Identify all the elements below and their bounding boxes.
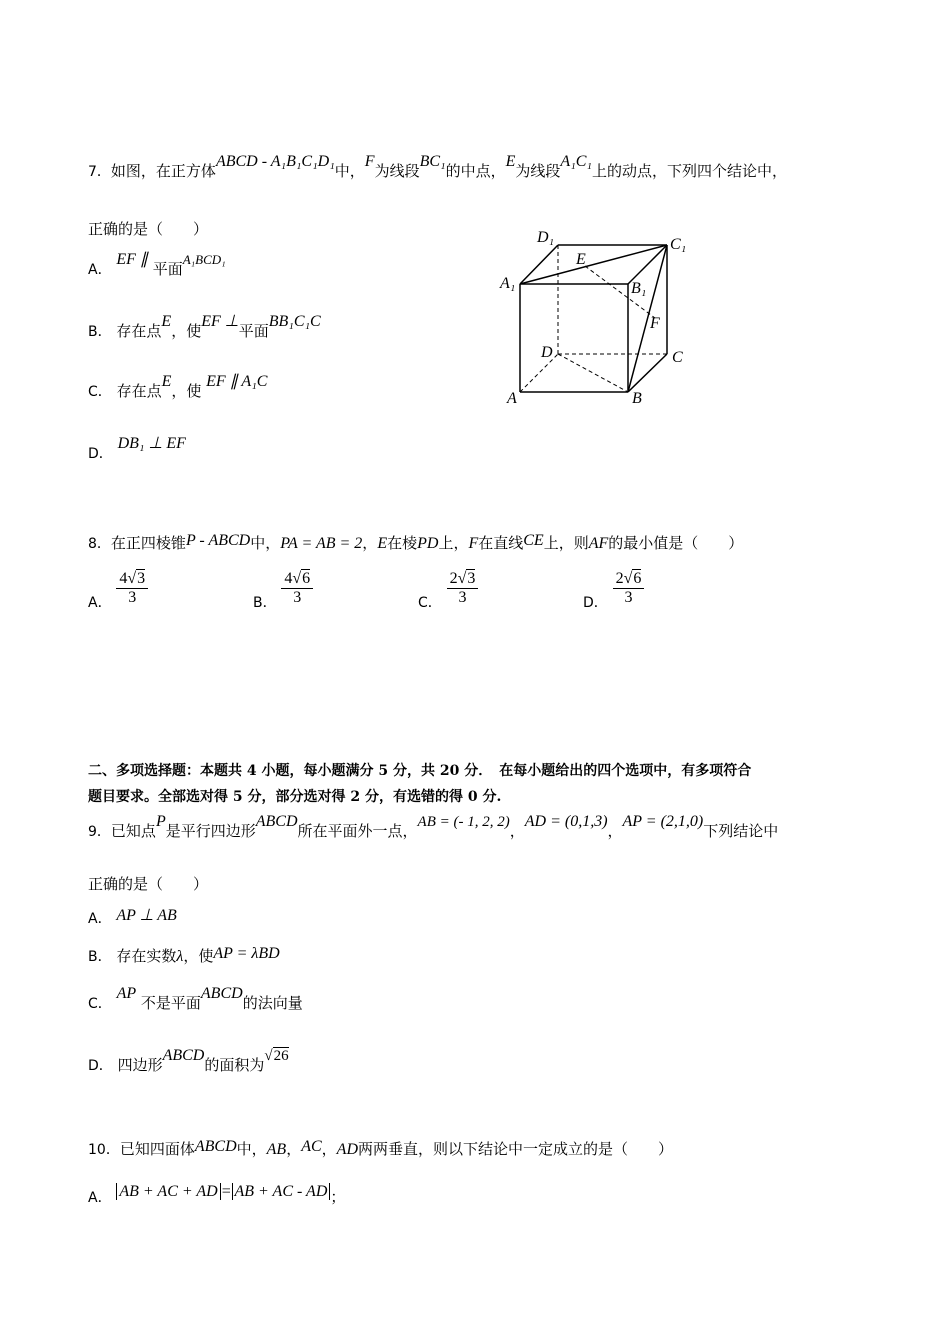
q7-cube-label: ABCD - A₁B₁C₁D₁ [215, 153, 335, 170]
q9-option-b[interactable]: B． 存在实数λ，使AP = λBD [88, 945, 280, 965]
q8-option-b[interactable]: B． $\frac{4√6}{3}$ [253, 570, 313, 607]
q7-number: 7． [88, 164, 111, 180]
q7-text: 如图，在正方体 [110, 162, 216, 180]
label-B: B [632, 390, 642, 407]
q8-option-d[interactable]: D． $\frac{2√6}{3}$ [583, 570, 644, 607]
label-D: D [541, 344, 553, 361]
q7-stem-line2: 正确的是（ ） [88, 220, 209, 238]
section2-heading-line2: 题目要求。全部选对得 5 分，部分选对得 2 分，有选错的得 0 分. [88, 789, 502, 805]
q7-option-b[interactable]: B． 存在点E，使EF ⊥平面BB₁C₁C [88, 313, 321, 340]
cube-figure [495, 222, 695, 408]
q9-stem: 9．已知点P是平行四边形ABCD所在平面外一点，AB = (- 1, 2, 2)，AD = (0,1,3)，AP = (2,1,0)下列结论中 [88, 813, 779, 840]
q9-option-d[interactable]: D． 四边形ABCD的面积为√26 [88, 1047, 289, 1074]
q7-option-c[interactable]: C． 存在点E，使 EF ∥ A₁C [88, 373, 268, 400]
q7-option-a[interactable]: A． EF ∥ 平面A₁BCD₁ [88, 251, 226, 278]
label-B1: B₁ [631, 280, 647, 297]
label-A1: A₁ [500, 275, 516, 292]
q10-stem: 10．已知四面体ABCD中，AB，AC，AD两两垂直，则以下结论中一定成立的是（ ） [88, 1138, 674, 1158]
q7-option-d[interactable]: D． DB₁ ⊥ EF [88, 435, 186, 462]
label-E: E [576, 251, 586, 268]
label-C1: C₁ [670, 236, 687, 253]
q7-stem: 7．如图，在正方体ABCD - A₁B₁C₁D₁中，F为线段BC₁的中点，E为线段A₁C₁上的动点，下列四个结论中， [88, 153, 788, 180]
q8-option-a[interactable]: A． $\frac{4√3}{3}$ [88, 570, 148, 607]
label-C: C [672, 349, 683, 366]
q8-stem: 8．在正四棱锥P - ABCD中，PA = AB = 2，E在棱PD上，F在直线CE上，则AF的最小值是（ ） [88, 532, 744, 552]
q9-option-c[interactable]: C． AP 不是平面ABCD的法向量 [88, 985, 303, 1012]
fraction: $\frac{4√6}{3}$ [281, 570, 313, 607]
section2-heading: 二、多项选择题：本题共 4 小题，每小题满分 5 分，共 20 分． 在每小题给出的四个选项中，有多项符合 [88, 763, 752, 779]
fraction: $\frac{2√6}{3}$ [613, 570, 645, 607]
q9-stem-line2: 正确的是（ ） [88, 875, 209, 893]
q9-option-a[interactable]: A． AP ⊥ AB [88, 907, 177, 927]
label-D1: D₁ [537, 229, 555, 246]
q10-option-a[interactable]: A． AB + AC + AD = AB + AC - AD ； [88, 1183, 346, 1206]
label-F: F [650, 315, 660, 332]
sqrt-26: √26 [264, 1048, 289, 1064]
fraction: $\frac{4√3}{3}$ [116, 570, 148, 607]
fraction: $\frac{2√3}{3}$ [447, 570, 479, 607]
q8-option-c[interactable]: C． $\frac{2√3}{3}$ [418, 570, 478, 607]
label-A: A [507, 390, 517, 407]
